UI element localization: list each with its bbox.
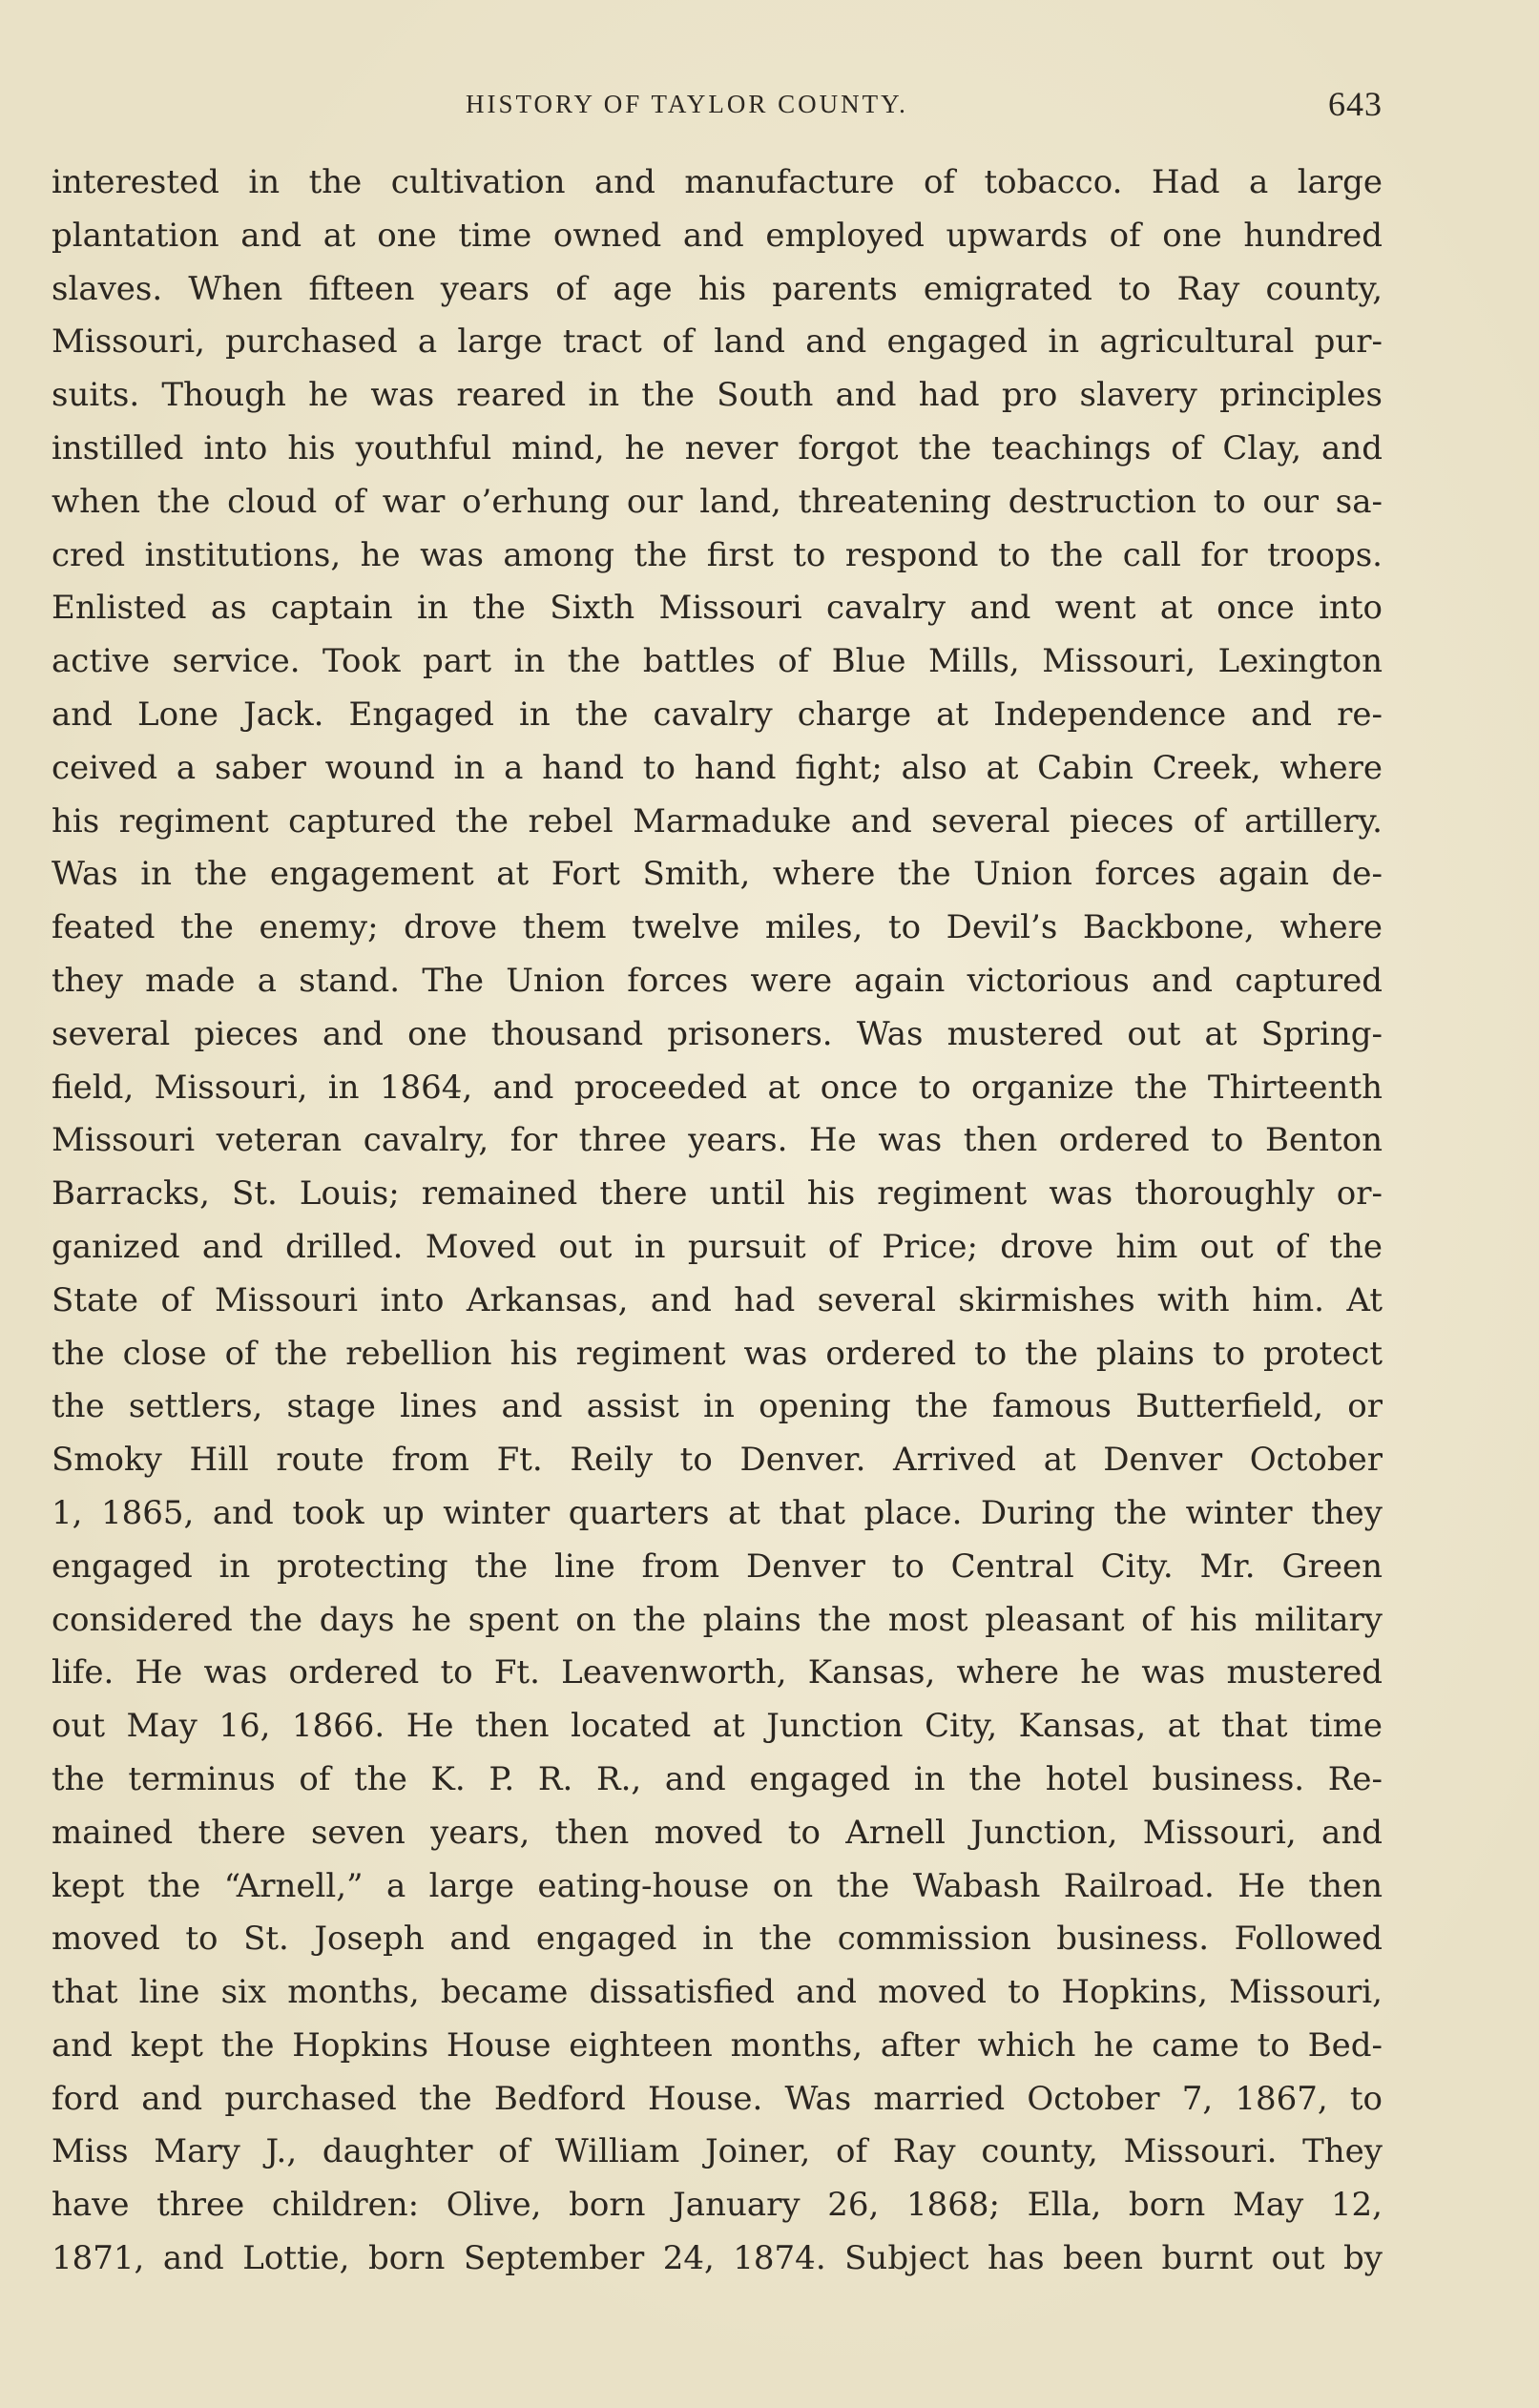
text-line: life. He was ordered to Ft. Leavenworth, Kansas, where he was mustered [52, 1653, 1383, 1692]
text-line: engaged in protecting the line from Denver to Central City. Mr. Green [52, 1547, 1383, 1586]
text-line: 1, 1865, and took up winter quarters at that place. During the winter they [52, 1493, 1383, 1532]
text-line: instilled into his youthful mind, he never forgot the teachings of Clay, and [52, 428, 1383, 467]
text-line: and kept the Hopkins House eighteen months, after which he came to Bed- [52, 2025, 1383, 2065]
page-number: 643 [1328, 85, 1383, 123]
body-paragraph [52, 156, 1383, 2286]
text-line: they made a stand. The Union forces were again victorious and captured [52, 961, 1383, 1000]
text-line: out May 16, 1866. He then located at Junction City, Kansas, at that time [52, 1707, 1383, 1746]
text-line: State of Missouri into Arkansas, and had several skirmishes with him. At [52, 1280, 1383, 1319]
text-line: the terminus of the K. P. R. R., and engaged in the hotel business. Re- [52, 1759, 1383, 1798]
text-line: the settlers, stage lines and assist in opening the famous Butterfield, or [52, 1387, 1383, 1426]
text-line: when the cloud of war o’erhung our land, threatening destruction to our sa- [52, 482, 1383, 521]
text-line: Was in the engagement at Fort Smith, where the Union forces again de- [52, 855, 1383, 894]
text-line: plantation and at one time owned and employed upwards of one hundred [52, 216, 1383, 255]
text-line: Missouri veteran cavalry, for three years. He was then ordered to Benton [52, 1121, 1383, 1160]
text-line: ford and purchased the Bedford House. Was married October 7, 1867, to [52, 2079, 1383, 2118]
text-line: cred institutions, he was among the first to respond to the call for troops. [52, 535, 1383, 574]
text-line: several pieces and one thousand prisoners. Was mustered out at Spring- [52, 1014, 1383, 1053]
text-line: and Lone Jack. Engaged in the cavalry charge at Independence and re- [52, 695, 1383, 734]
text-line: slaves. When fifteen years of age his parents emigrated to Ray county, [52, 269, 1383, 308]
text-line: field, Missouri, in 1864, and proceeded at once to organize the Thirteenth [52, 1068, 1383, 1107]
text-line: have three children: Olive, born January 26, 1868; Ella, born May 12, [52, 2186, 1383, 2225]
running-title: HISTORY OF TAYLOR COUNTY. [466, 90, 908, 118]
text-line: ganized and drilled. Moved out in pursuit of Price; drove him out of the [52, 1227, 1383, 1266]
text-line: interested in the cultivation and manufacture of tobacco. Had a large [52, 163, 1383, 201]
text-line: his regiment captured the rebel Marmaduke and several pieces of artillery. [52, 801, 1383, 841]
text-line: active service. Took part in the battles of Blue Mills, Missouri, Lexington [52, 642, 1383, 681]
page-header [52, 84, 1383, 122]
text-line: kept the “Arnell,” a large eating-house on the Wabash Railroad. He then [52, 1866, 1383, 1905]
text-line: ceived a saber wound in a hand to hand fight; also at Cabin Creek, where [52, 748, 1383, 787]
text-line: Barracks, St. Louis; remained there until his regiment was thoroughly or- [52, 1174, 1383, 1214]
text-line: the close of the rebellion his regiment was ordered to the plains to protect [52, 1334, 1383, 1373]
text-line: mained there seven years, then moved to Arnell Junction, Missouri, and [52, 1813, 1383, 1852]
text-line: Smoky Hill route from Ft. Reily to Denver. Arrived at Denver October [52, 1441, 1383, 1480]
text-line: suits. Though he was reared in the South and had pro slavery principles [52, 376, 1383, 415]
text-line: Enlisted as captain in the Sixth Missouri cavalry and went at once into [52, 589, 1383, 628]
text-line: 1871, and Lottie, born September 24, 1874. Subject has been burnt out by [52, 2239, 1383, 2278]
text-line: considered the days he spent on the plains the most pleasant of his military [52, 1600, 1383, 1639]
text-line: Missouri, purchased a large tract of land and engaged in agricultural pur- [52, 322, 1383, 362]
text-line: feated the enemy; drove them twelve miles, to Devil’s Backbone, where [52, 908, 1383, 947]
text-line: moved to St. Joseph and engaged in the commission business. Followed [52, 1920, 1383, 1959]
text-line: Miss Mary J., daughter of William Joiner, of Ray county, Missouri. They [52, 2132, 1383, 2171]
text-line: that line six months, became dissatisfied and moved to Hopkins, Missouri, [52, 1973, 1383, 2012]
